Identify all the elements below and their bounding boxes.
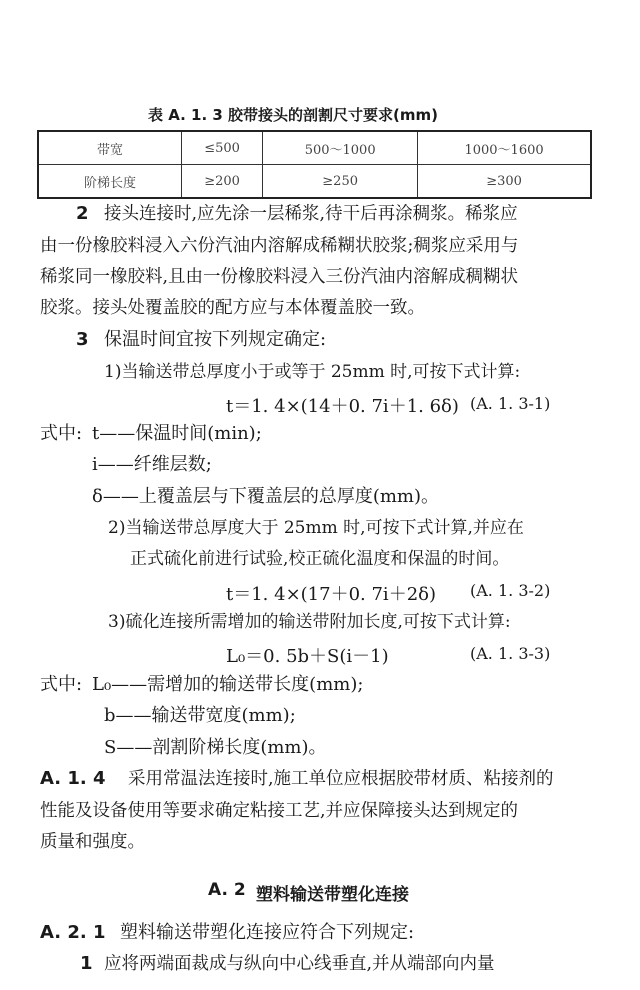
table-row xyxy=(38,165,591,199)
para2-line: 由一份橡胶料浸入六份汽油内溶解成稀糊状胶浆;稠浆应采用与 xyxy=(40,236,519,256)
clause-a114-line: 性能及设备使用等要求确定粘接工艺,并应保障接头达到规定的 xyxy=(40,801,519,821)
para2-number: 2 xyxy=(76,203,89,224)
table-cell: 阶梯长度 xyxy=(38,165,182,199)
clause-a114-line: 采用常温法连接时,施工单位应根据胶带材质、粘接剂的 xyxy=(128,769,554,789)
formula-1-number: (A. 1. 3-1) xyxy=(470,394,551,413)
where-item: b——输送带宽度(mm); xyxy=(104,705,296,726)
table-cell: ≥250 xyxy=(263,165,418,199)
where-item: L₀——需增加的输送带长度(mm); xyxy=(92,674,364,695)
where-item: t——保温时间(min); xyxy=(92,423,262,444)
item3-text: 3)硫化连接所需增加的输送带附加长度,可按下式计算: xyxy=(108,612,511,632)
formula-1: t＝1. 4×(14＋0. 7i＋1. 6δ) xyxy=(226,396,459,417)
formula-3: L₀＝0. 5b＋S(i－1) xyxy=(226,646,389,667)
section-heading-number: A. 2 xyxy=(208,880,246,900)
table-cell: 1000～1600 xyxy=(418,131,591,165)
clause-a21-item1-line: 应将两端面裁成与纵向中心线垂直,并从端部向内量 xyxy=(104,954,495,974)
where-item: S——剖割阶梯长度(mm)。 xyxy=(104,737,327,758)
para2-line: 接头连接时,应先涂一层稀浆,待干后再涂稠浆。稀浆应 xyxy=(104,204,518,224)
clause-a21-text: 塑料输送带塑化连接应符合下列规定: xyxy=(120,922,415,943)
formula-2: t＝1. 4×(17＋0. 7i＋2δ) xyxy=(226,584,437,605)
para2-line: 胶浆。接头处覆盖胶的配方应与本体覆盖胶一致。 xyxy=(40,298,425,318)
para3-text: 保温时间宜按下列规定确定: xyxy=(104,329,327,350)
clause-a114-line: 质量和强度。 xyxy=(40,832,145,852)
where-item: i——纤维层数; xyxy=(92,454,212,475)
table-cell: 500～1000 xyxy=(263,131,418,165)
section-heading-title: 塑料输送带塑化连接 xyxy=(256,885,409,905)
para3-number: 3 xyxy=(76,329,89,350)
item1-text: 1)当输送带总厚度小于或等于 25mm 时,可按下式计算: xyxy=(104,362,521,382)
where-label: 式中: xyxy=(40,423,83,444)
table-cell: 带宽 xyxy=(38,131,182,165)
clause-a21-number: A. 2. 1 xyxy=(40,922,106,943)
table-cell: ≥300 xyxy=(418,165,591,199)
formula-3-number: (A. 1. 3-3) xyxy=(470,644,551,663)
table-cell: ≤500 xyxy=(182,131,263,165)
table-row xyxy=(38,131,591,165)
item2-line: 正式硫化前进行试验,校正硫化温度和保温的时间。 xyxy=(130,549,510,569)
para2-line: 稀浆同一橡胶料,且由一份橡胶料浸入三份汽油内溶解成稠糊状 xyxy=(40,267,519,287)
table-cell: ≥200 xyxy=(182,165,263,199)
clause-a114-number: A. 1. 4 xyxy=(40,768,106,789)
item2-line: 2)当输送带总厚度大于 25mm 时,可按下式计算,并应在 xyxy=(108,518,524,538)
cut-size-table xyxy=(37,130,592,199)
where-label: 式中: xyxy=(40,674,83,695)
table-caption: 表 A. 1. 3 胶带接头的剖割尺寸要求(mm) xyxy=(148,106,439,124)
where-item: δ——上覆盖层与下覆盖层的总厚度(mm)。 xyxy=(92,486,440,507)
clause-a21-item1-number: 1 xyxy=(80,953,93,974)
formula-2-number: (A. 1. 3-2) xyxy=(470,581,551,600)
